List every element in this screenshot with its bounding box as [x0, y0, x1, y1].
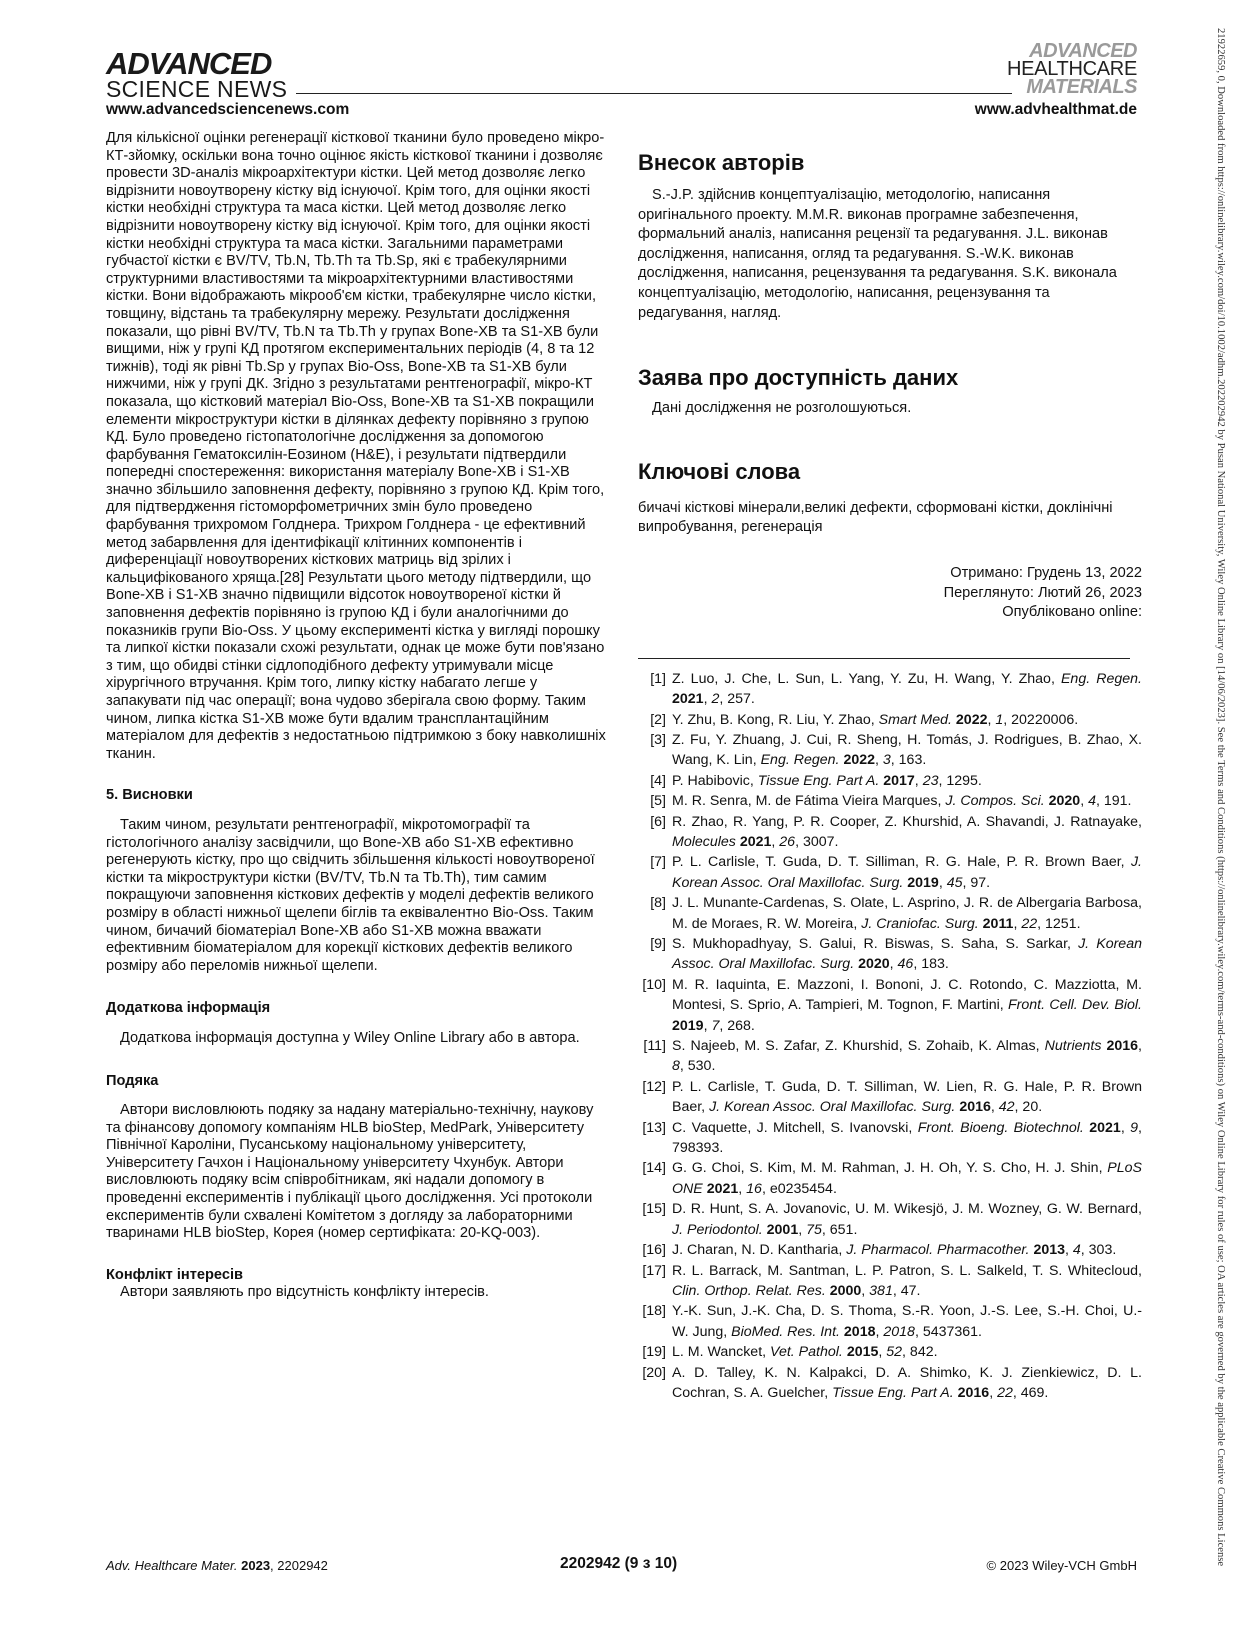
reference-number: [12]	[642, 1078, 666, 1095]
article-dates	[638, 564, 1142, 623]
data-availability-text: Дані дослідження не розголошуються.	[652, 400, 912, 417]
journal-logo-line3: MATERIALS	[1026, 76, 1137, 98]
author-contributions-text: S.-J.P. здійснив концептуалізацію, методологію, написання оригінального проекту. M.M.R. виконав програмне забезпечення, формальний аналіз, написання рецензії та редагування. J.L. виконав дослідження, написання, огляд та редагування. S.-W.K. виконав дослідження, написання, рецензування та редагування. S.K. виконала концептуалізацію, методологію, написання, рецензування та редагування, нагляд.	[638, 187, 1117, 321]
reference-number: [5]	[650, 793, 666, 810]
author-contributions-heading: Внесок авторів	[638, 150, 805, 175]
reference-text: G. G. Choi, S. Kim, M. M. Rahman, J. H. Oh, Y. S. Cho, H. J. Shin, PLoS ONE 2021, 16, e0235454.	[672, 1160, 1142, 1197]
reference-item	[638, 1118, 1142, 1159]
reference-text: C. Vaquette, J. Mitchell, S. Ivanovski, Front. Bioeng. Biotechnol. 2021, 9, 798393.	[672, 1119, 1142, 1157]
reference-text: Z. Fu, Y. Zhuang, J. Cui, R. Sheng, H. Tomás, J. Rodrigues, B. Zhao, X. Wang, K. Lin, Eng. Regen. 2022, 3, 163.	[672, 731, 1142, 769]
reference-number: [10]	[642, 976, 666, 993]
reference-text: M. R. Iaquinta, E. Mazzoni, I. Bononi, J. C. Rotondo, C. Mazziotta, M. Montesi, S. Sprio, A. Tampieri, M. Tognon, F. Martini, Front. Cell. Dev. Biol. 2019, 7, 268.	[672, 976, 1142, 1034]
reference-number: [9]	[650, 936, 666, 952]
publisher-logo-line2: SCIENCE NEWS	[106, 76, 288, 102]
references-divider	[638, 658, 1130, 659]
reference-number: [11]	[643, 1038, 666, 1055]
conclusions-text: Таким чином, результати рентгенографії, мікротомографії та гістологічного аналізу засвідчили, що Bone-XB або S1-XB ефективно регенерують кістку, про що свідчить збільшення кількості новоутвореної кістки та мікроструктури кістки (BV/TV, Tb.N та Tb.Th), тим самим покращуючи заповнення кісткових дефектів у моделі дефектів великого розміру в області нижньої щелепи біглів та еквівалентно Bio-Oss. Таким чином, бичачий біоматеріал Bone-XB або S1-XB можна вважати ефективним біоматеріалом для корекції кісткових дефектів великого розміру або переломів нижньої щелепи.	[106, 816, 595, 974]
reference-item	[638, 934, 1142, 975]
keywords-heading: Ключові слова	[638, 458, 801, 484]
reference-text: Z. Luo, J. Che, L. Sun, L. Yang, Y. Zu, H. Wang, Y. Zhao, Eng. Regen. 2021, 2, 257.	[672, 670, 1142, 708]
reference-text: P. Habibovic, Tissue Eng. Part A. 2017, 23, 1295.	[672, 772, 982, 789]
footer-year: 2023	[241, 1558, 271, 1573]
reference-item	[638, 812, 1142, 853]
reference-item	[638, 1036, 1142, 1077]
footer-journal: Adv. Healthcare Mater.	[106, 1558, 238, 1573]
reference-item	[638, 1342, 1142, 1362]
reference-number: [1]	[650, 670, 666, 687]
journal-logo	[1007, 42, 1137, 96]
reference-number: [3]	[650, 731, 666, 748]
side-download-text: 21922659, 0, Downloaded from https://onlinelibrary.wiley.com/doi/10.1002/adhm.202202942 by Pusan National University, Wiley Online Library on [14/06/2023]. See the Terms and Conditions (https://onlinelibrary.wiley.com/terms-and-conditions) on Wiley Online Library for rules of use; OA articles are governed by the applicable Creative Commons License	[1215, 28, 1226, 1567]
reference-number: [8]	[650, 895, 666, 912]
references-list	[638, 669, 1142, 1404]
footer-page-number: 2202942 (9 з 10)	[560, 1555, 678, 1572]
revised-date: Переглянуто: Лютий 26, 2023	[943, 584, 1142, 601]
reference-text: J. L. Munante-Cardenas, S. Olate, L. Asprino, J. R. de Albergaria Barbosa, M. de Moraes, R. W. Moreira, J. Craniofac. Surg. 2011, 22, 1251.	[672, 895, 1142, 932]
keywords-text: бичачі кісткові мінерали,великі дефекти, сформовані кістки, доклінічні випробування, регенерація	[638, 499, 1113, 536]
publisher-logo-line1: ADVANCED	[106, 46, 272, 81]
side-download-note	[1210, 28, 1230, 1598]
reference-text: A. D. Talley, K. N. Kalpakci, D. A. Shimko, K. J. Zienkiewicz, D. L. Cochran, S. A. Guelcher, Tissue Eng. Part A. 2016, 22, 469.	[672, 1364, 1142, 1401]
reference-item	[638, 893, 1142, 934]
discussion-paragraph: Для кількісної оцінки регенерації кісткової тканини було проведено мікро-КТ-зйомку, оскільки вона точно оцінює якість кісткової тканини і дозволяє провести 3D-аналіз мікроархітектури кістки. Цей метод дозволяє легко відрізнити новоутворену кістку від існуючої. Крім того, для оцінки якості кістки необхідні структура та маса кістки. Цей метод дозволяє легко відрізнити новоутворену кістку від існуючої. Крім того, для оцінки якості кістки необхідні структура та маса кістки. Загальними параметрами губчастої кістки є BV/TV, Tb.N, Tb.Th та Tb.Sp, які є трабекулярними структурними властивостями та мікроархітектурними властивостями кістки. Вони відображають мікрооб'єм кістки, трабекулярне число кістки, товщину, відстань та трабекулярну мережу. Результати дослідження показали, що рівні BV/TV, Tb.N та Tb.Th у групах Bone-XB та S1-XB були вищими, ніж у групі КД протягом експериментальних періодів (4, 8 та 12 тижнів), тоді як рівні Tb.Sp у групах Bio-Oss, Bone-XB та S1-XB були нижчими, ніж у групі ДК. Згідно з результатами рентгенографії, мікро-КТ показала, що кістковий матеріал Bio-Oss, Bone-XB та S1-XB покращили елементи мікроструктури кістки в ділянках дефекту порівняно з групою КД. Було проведено гістопатологічне дослідження за допомогою фарбування Гематоксилін-Еозином (H&E), і результати підтвердили попередні спостереження: використання матеріалу Bone-XB і S1-XB значно збільшило заповнення дефекту, порівняно з групою КД. Крім того, для підтвердження гістоморфометричних змін було проведено фарбування трихромом Голднера. Трихром Голднера - це ефективний метод забарвлення для ідентифікації клітинних компонентів і диференціації новоутворених кісткових матриць від зрілих і кальцифікованого хряща.[28] Результати цього методу підтвердили, що Bone-XB і S1-XB значно підвищили відсоток новоутвореної кістки й заповнення дефектів порівняно із групою КД і були аналогічними до показників групи Bio-Oss. У цьому експерименті кістка у вигляді порошку та липкої кістки показали схожі результати, однак це може бути пов'язано з тим, що обидві стінки сідлоподібного дефекту утримували місце хірургічного втручання. Крім того, липку кістку набагато легше у запакувати під час операції; вона чудово зберігала свою форму. Таким чином, липка кістка S1-XB може бути вдалим трансплантаційним матеріалом для дефектів з недостатньою підтримкою з боку навколишніх тканин.	[106, 130, 606, 762]
supplementary-text: Додаткова інформація доступна у Wiley Online Library або в автора.	[120, 1029, 580, 1046]
reference-number: [19]	[642, 1344, 666, 1361]
reference-item	[638, 730, 1142, 771]
reference-text: M. R. Senra, M. de Fátima Vieira Marques, J. Compos. Sci. 2020, 4, 191.	[672, 793, 1132, 810]
reference-text: P. L. Carlisle, T. Guda, D. T. Silliman, R. G. Hale, P. R. Brown Baer, J. Korean Assoc. Oral Maxillofac. Surg. 2019, 45, 97.	[672, 854, 1142, 891]
reference-item	[638, 1077, 1142, 1118]
conclusions-heading: 5. Висновки	[106, 787, 193, 804]
reference-text: Y. Zhu, B. Kong, R. Liu, Y. Zhao, Smart Med. 2022, 1, 20220006.	[672, 711, 1079, 728]
conflict-text: Автори заявляють про відсутність конфлікту інтересів.	[120, 1284, 489, 1301]
acknowledgements-text: Автори висловлюють подяку за надану матеріально-технічну, наукову та фінансову допомогу компаніям HLB bioStep, MedPark, Університету Північної Кароліни, Пусанському національному університету, Університету Гачхон і Національному університету Чхунбук. Автори висловлюють подяку всім співробітникам, які надали допомогу в проведенні експериментів і публікації цього дослідження. Усі протоколи експериментів були схвалені Комітетом з догляду за лабораторними тваринами HLB bioStep, Корея (номер сертифіката: 20-KQ-003).	[106, 1102, 594, 1242]
reference-item	[638, 791, 1142, 811]
reference-text: S. Najeeb, M. S. Zafar, Z. Khurshid, S. Zohaib, K. Almas, Nutrients 2016, 8, 530.	[672, 1038, 1142, 1075]
conflict-heading: Конфлікт інтересів	[106, 1266, 243, 1283]
reference-number: [14]	[642, 1160, 666, 1177]
received-date: Отримано: Грудень 13, 2022	[950, 564, 1142, 581]
reference-number: [13]	[642, 1119, 666, 1136]
publisher-logo	[106, 48, 287, 101]
reference-text: L. M. Wancket, Vet. Pathol. 2015, 52, 842.	[672, 1344, 938, 1361]
reference-item	[638, 771, 1142, 791]
reference-text: R. L. Barrack, M. Santman, L. P. Patron, S. L. Salkeld, T. S. Whitecloud, Clin. Orthop. Relat. Res. 2000, 381, 47.	[672, 1262, 1142, 1299]
reference-number: [4]	[650, 772, 666, 789]
supplementary-heading: Додаткова інформація	[106, 1000, 271, 1017]
reference-number: [17]	[642, 1262, 666, 1279]
reference-number: [15]	[642, 1201, 666, 1218]
reference-number: [7]	[650, 854, 666, 871]
reference-text: J. Charan, N. D. Kantharia, J. Pharmacol. Pharmacother. 2013, 4, 303.	[672, 1242, 1117, 1259]
reference-item	[638, 1261, 1142, 1302]
publisher-url-link[interactable]: www.advancedsciencenews.com	[106, 101, 350, 118]
reference-text: Y.-K. Sun, J.-K. Cha, D. S. Thoma, S.-R. Yoon, J.-S. Lee, S.-H. Choi, U.-W. Jung, BioMed. Res. Int. 2018, 2018, 5437361.	[672, 1303, 1142, 1340]
reference-text: R. Zhao, R. Yang, P. R. Cooper, Z. Khurshid, A. Shavandi, J. Ratnayake, Molecules 2021, 26, 3007.	[672, 813, 1142, 850]
reference-item	[638, 1240, 1142, 1260]
reference-text: S. Mukhopadhyay, S. Galui, R. Biswas, S. Saha, S. Sarkar, J. Korean Assoc. Oral Maxillofac. Surg. 2020, 46, 183.	[672, 936, 1142, 973]
reference-number: [6]	[650, 813, 666, 830]
journal-logo-line2: HEALTHCARE	[1007, 58, 1137, 80]
acknowledgements-heading: Подяка	[106, 1072, 159, 1089]
data-availability-heading: Заява про доступність даних	[638, 365, 959, 391]
reference-number: [2]	[650, 711, 666, 728]
reference-item	[638, 1363, 1142, 1404]
reference-item	[638, 669, 1142, 710]
reference-text: D. R. Hunt, S. A. Jovanovic, U. M. Wikesjö, J. M. Wozney, G. W. Bernard, J. Periodontol. 2001, 75, 651.	[672, 1201, 1142, 1238]
reference-item	[638, 710, 1142, 730]
reference-item	[638, 852, 1142, 893]
published-date: Опубліковано online:	[1002, 604, 1142, 621]
reference-text: P. L. Carlisle, T. Guda, D. T. Silliman, W. Lien, R. G. Hale, P. R. Brown Baer, J. Korean Assoc. Oral Maxillofac. Surg. 2016, 42, 20.	[672, 1078, 1142, 1116]
left-column	[106, 130, 606, 1302]
reference-item	[638, 1199, 1142, 1240]
journal-logo-line1: ADVANCED	[1029, 40, 1137, 62]
reference-number: [16]	[642, 1242, 666, 1259]
reference-number: [18]	[642, 1303, 666, 1320]
reference-item	[638, 975, 1142, 1036]
journal-url-link[interactable]: www.advhealthmat.de	[974, 101, 1137, 118]
right-column	[638, 130, 1142, 1403]
reference-item	[638, 1301, 1142, 1342]
footer-article-number: , 2202942	[270, 1558, 328, 1573]
reference-item	[638, 1158, 1142, 1199]
footer-citation	[106, 1558, 328, 1573]
footer-copyright: © 2023 Wiley-VCH GmbH	[986, 1558, 1137, 1573]
reference-number: [20]	[642, 1364, 666, 1381]
header-divider	[296, 93, 1012, 94]
